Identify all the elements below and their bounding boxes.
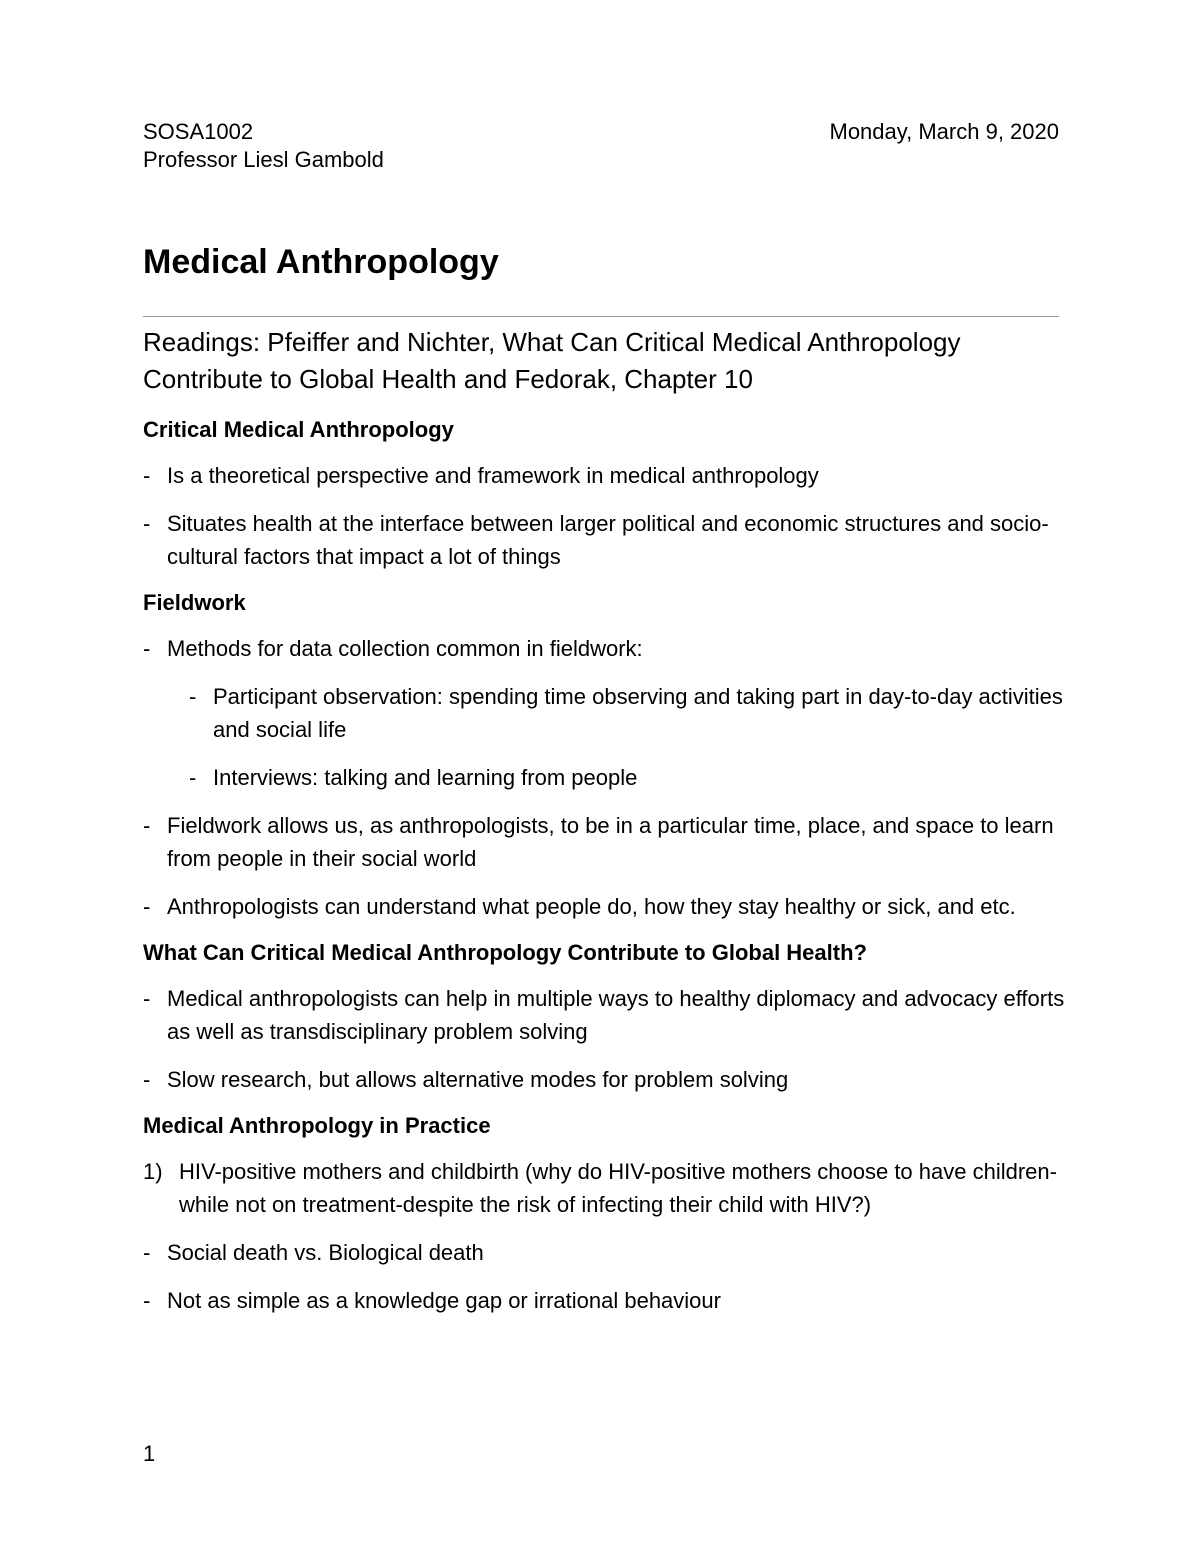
dash-marker: -	[189, 765, 197, 790]
list-item	[143, 1284, 1073, 1317]
list-item	[143, 1063, 1073, 1096]
list-item-text: Methods for data collection common in fieldwork:	[167, 636, 643, 661]
title-divider	[143, 316, 1059, 317]
critical-list	[143, 459, 1073, 573]
list-item	[143, 809, 1073, 875]
list-item	[143, 1236, 1073, 1269]
dash-marker: -	[143, 1067, 151, 1092]
list-item-text: Participant observation: spending time observing and taking part in day-to-day activities and social life	[213, 684, 1063, 742]
dash-marker: -	[189, 684, 197, 709]
professor-name: Professor Liesl Gambold	[143, 147, 384, 172]
list-item-text: HIV-positive mothers and childbirth (why do HIV-positive mothers choose to have children-while not on treatment-despite the risk of infecting their child with HIV?)	[179, 1159, 1057, 1217]
sub-list-item	[143, 680, 1073, 746]
dash-marker: -	[143, 894, 151, 919]
practice-list	[143, 1236, 1073, 1317]
numbered-item	[143, 1155, 1073, 1221]
notes-body	[143, 412, 1073, 1317]
document-title: Medical Anthropology	[143, 243, 499, 281]
page-number: 1	[143, 1441, 156, 1466]
practice-numbered-list	[143, 1155, 1073, 1221]
list-item-text: Social death vs. Biological death	[167, 1240, 484, 1265]
number-marker: 1)	[143, 1159, 163, 1184]
dash-marker: -	[143, 511, 151, 536]
list-item	[143, 890, 1073, 923]
list-item	[143, 632, 1073, 665]
list-item-text: Medical anthropologists can help in multiple ways to healthy diplomacy and advocacy efforts as well as transdisciplinary problem solving	[167, 986, 1065, 1044]
list-item-text: Anthropologists can understand what people do, how they stay healthy or sick, and etc.	[167, 894, 1016, 919]
list-item	[143, 459, 1073, 492]
section-heading-practice: Medical Anthropology in Practice	[143, 1113, 491, 1138]
list-item-text: Is a theoretical perspective and framework in medical anthropology	[167, 463, 819, 488]
lecture-date: Monday, March 9, 2020	[829, 119, 1059, 144]
dash-marker: -	[143, 1240, 151, 1265]
list-item	[143, 507, 1073, 573]
list-item-text: Situates health at the interface between larger political and economic structures and socio-cultural factors that impact a lot of things	[167, 511, 1049, 569]
dash-marker: -	[143, 636, 151, 661]
section-heading-critical: Critical Medical Anthropology	[143, 417, 454, 442]
contribution-list	[143, 982, 1073, 1096]
dash-marker: -	[143, 986, 151, 1011]
dash-marker: -	[143, 813, 151, 838]
section-heading-fieldwork: Fieldwork	[143, 590, 246, 615]
dash-marker: -	[143, 463, 151, 488]
header-left	[143, 118, 384, 174]
fieldwork-list	[143, 632, 1073, 923]
list-item-text: Interviews: talking and learning from people	[213, 765, 638, 790]
readings-line: Readings: Pfeiffer and Nichter, What Can Critical Medical Anthropology Contribute to Global Health and Fedorak, Chapter 10	[143, 327, 961, 394]
list-item	[143, 982, 1073, 1048]
sub-list-item	[143, 761, 1073, 794]
course-code: SOSA1002	[143, 119, 254, 144]
dash-marker: -	[143, 1288, 151, 1313]
list-item-text: Not as simple as a knowledge gap or irrational behaviour	[167, 1288, 721, 1313]
section-heading-contribution: What Can Critical Medical Anthropology Contribute to Global Health?	[143, 940, 867, 965]
list-item-text: Slow research, but allows alternative modes for problem solving	[167, 1067, 789, 1092]
list-item-text: Fieldwork allows us, as anthropologists, to be in a particular time, place, and space to learn from people in their social world	[167, 813, 1054, 871]
